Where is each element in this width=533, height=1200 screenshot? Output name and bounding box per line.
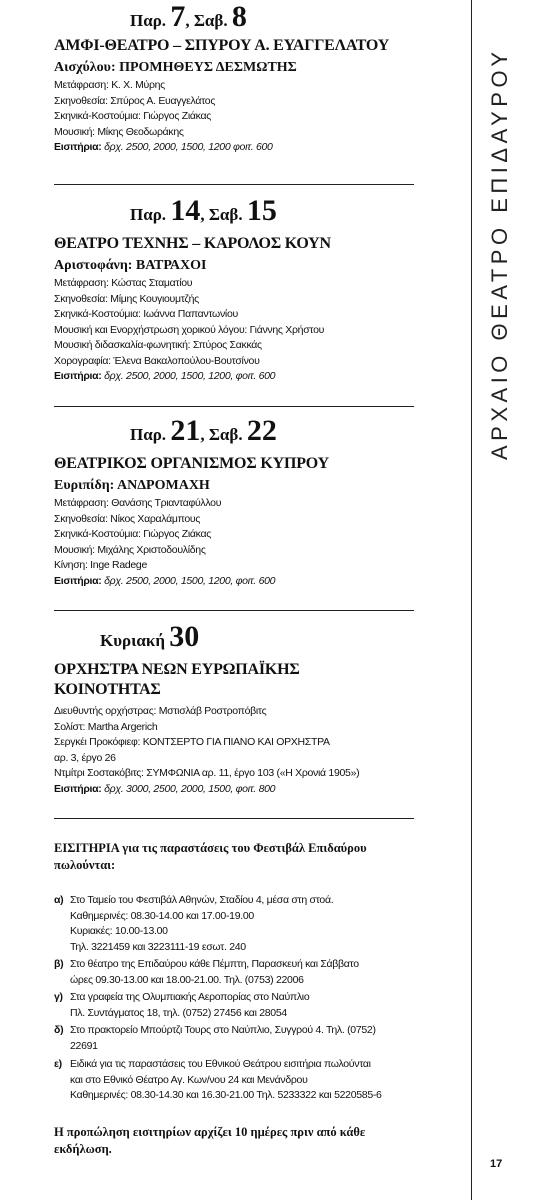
- credit-line: αρ. 3, έργο 26: [54, 751, 116, 764]
- presale-line: εκδήλωση.: [54, 1142, 112, 1156]
- performance-3: [54, 416, 414, 589]
- info-item-a: [54, 893, 414, 955]
- item-label: β): [54, 958, 64, 970]
- date-number: 8: [231, 0, 247, 33]
- credit-line: Μετάφραση: Θανάσης Τριανταφύλλου: [54, 497, 222, 509]
- company-name: ΘΕΑΤΡΙΚΟΣ ΟΡΓΑΝΙΣΜΟΣ ΚΥΠΡΟΥ: [54, 455, 329, 472]
- orchestra-name: ΟΡΧΗΣΤΡΑ ΝΕΩΝ ΕΥΡΩΠΑΪΚΗΣ: [54, 661, 300, 678]
- credit-line: Σκηνοθεσία: Σπύρος Α. Ευαγγελάτος: [54, 94, 216, 107]
- play-title: Αισχύλου: ΠΡΟΜΗΘΕΥΣ ΔΕΣΜΩΤΗΣ: [54, 60, 297, 75]
- ticket-info-heading: [54, 840, 414, 874]
- credit-line: Σκηνοθεσία: Μίμης Κουγιουμτζής: [54, 292, 199, 305]
- item-label: α): [54, 894, 64, 906]
- side-title-box: [480, 10, 520, 460]
- date-day: Παρ.: [130, 425, 167, 444]
- performance-date: [54, 416, 414, 450]
- info-item-c: [54, 990, 414, 1021]
- date-number: 21: [170, 414, 201, 447]
- credit-line: Διευθυντής ορχήστρας: Μστισλάβ Ροστροπόβιτς: [54, 705, 267, 717]
- credit-line: Σκηνοθεσία: Νίκος Χαραλάμπους: [54, 512, 201, 525]
- item-line: Ειδικά για τις παραστάσεις του Εθνικού Θεάτρου εισιτήρια πωλούνται: [70, 1058, 371, 1070]
- credit-line: Σολίστ: Martha Argerich: [54, 720, 158, 733]
- side-title: ΑΡΧΑΙΟ ΘΕΑΤΡΟ ΕΠΙΔΑΥΡΟΥ: [487, 47, 512, 460]
- item-label: ε): [54, 1058, 62, 1070]
- tickets-prices: δρχ. 3000, 2500, 2000, 1500, φοιτ. 800: [104, 782, 276, 795]
- item-line: Κυριακές: 10.00-13.00: [70, 925, 168, 937]
- info-item-e: [54, 1057, 414, 1104]
- concert-date: [54, 622, 414, 656]
- tickets-prices: δρχ. 2500, 2000, 1500, 1200, φοιτ. 600: [104, 574, 276, 587]
- item-label: γ): [54, 991, 63, 1003]
- tickets-label: Εισιτήρια:: [54, 141, 102, 153]
- item-line: Τηλ. 3221459 και 3223111-19 εσωτ. 240: [70, 940, 246, 953]
- date-day: Σαβ.: [208, 425, 243, 444]
- item-line: 22691: [70, 1039, 98, 1052]
- credit-line: Χορογραφία: Έλενα Βακαλοπούλου-Βουτσίνου: [54, 354, 260, 367]
- page-number: 17: [490, 1158, 503, 1170]
- date-separator: ,: [200, 425, 205, 444]
- section-rule: [54, 818, 414, 819]
- play-title: Ευριπίδη: ΑΝΔΡΟΜΑΧΗ: [54, 478, 210, 493]
- date-separator: ,: [185, 11, 190, 30]
- credit-line: Σκηνικά-Κοστούμια: Γιώργος Ζιάκας: [54, 528, 211, 540]
- item-line: Καθημερινές: 08.30-14.00 και 17.00-19.00: [70, 909, 254, 922]
- tickets-prices: δρχ. 2500, 2000, 1500, 1200, φοιτ. 600: [104, 370, 276, 382]
- tickets-line: [54, 782, 414, 798]
- info-heading-line: ΕΙΣΙΤΗΡΙΑ για τις παραστάσεις του Φεστιβάλ Επιδαύρου: [54, 841, 367, 855]
- item-line: Στο πρακτορείο Μπούρτζι Τουρς στο Ναύπλιο, Συγγρού 4. Τηλ. (0752): [70, 1024, 376, 1036]
- credit-line: Σκηνικά-Κοστούμια: Ιωάννα Παπαντωνίου: [54, 308, 238, 320]
- section-rule: [54, 184, 414, 185]
- credit-line: Μετάφραση: Κ. Χ. Μύρης: [54, 79, 165, 91]
- item-line: Στα γραφεία της Ολυμπιακής Αεροπορίας στο Ναύπλιο: [70, 991, 310, 1003]
- item-line: Πλ. Συντάγματος 18, τηλ. (0752) 27456 και 28054: [70, 1006, 287, 1019]
- item-line: Καθημερινές: 08.30-14.30 και 16.30-21.00 Τηλ. 5233322 και 5220585-6: [70, 1089, 382, 1101]
- company-name: ΑΜΦΙ-ΘΕΑΤΡΟ – ΣΠΥΡΟΥ Α. ΕΥΑΓΓΕΛΑΤΟΥ: [54, 37, 390, 54]
- credit-line: Μουσική: Μιχάλης Χριστοδουλίδης: [54, 543, 206, 556]
- orchestra-name: ΚΟΙΝΟΤΗΤΑΣ: [54, 681, 161, 698]
- credit-line: Σεργκέι Προκόφιεφ: ΚΟΝΤΣΕΡΤΟ ΓΙΑ ΠΙΑΝΟ ΚΑΙ ΟΡΧΗΣΤΡΑ: [54, 736, 330, 748]
- tickets-label: Εισιτήρια:: [54, 370, 102, 382]
- performance-2: [54, 196, 414, 385]
- date-day: Παρ.: [130, 11, 167, 30]
- item-line: ώρες 09.30-13.00 και 18.00-21.00. Τηλ. (0753) 22006: [70, 973, 304, 986]
- performance-1: [54, 2, 414, 156]
- item-line: Στο Ταμείο του Φεστιβάλ Αθηνών, Σταδίου 4, μέσα στη στοά.: [70, 894, 334, 906]
- play-title: Αριστοφάνη: ΒΑΤΡΑΧΟΙ: [54, 258, 207, 273]
- section-rule: [54, 610, 414, 611]
- tickets-line: [54, 574, 414, 590]
- tickets-line: [54, 140, 414, 156]
- presale-note: [54, 1124, 414, 1158]
- date-number: 30: [169, 620, 200, 653]
- credit-line: Μουσική: Μίκης Θεοδωράκης: [54, 125, 184, 138]
- vertical-divider: [471, 0, 472, 1200]
- date-day: Παρ.: [130, 205, 167, 224]
- section-rule: [54, 406, 414, 407]
- performance-date: [54, 196, 414, 230]
- info-item-d: [54, 1023, 414, 1054]
- date-number: 14: [170, 194, 201, 227]
- tickets-line: [54, 369, 414, 385]
- tickets-label: Εισιτήρια:: [54, 574, 102, 587]
- credit-line: Μουσική και Ενορχήστρωση χορικού λόγου: Γιάννης Χρήστου: [54, 323, 325, 336]
- date-day: Σαβ.: [193, 11, 228, 30]
- tickets-label: Εισιτήρια:: [54, 782, 102, 795]
- credit-line: Ντμίτρι Σοστακόβιτς: ΣΥΜΦΩΝΙΑ αρ. 11, έργο 103 («Η Χρονιά 1905»): [54, 767, 360, 779]
- item-line: και στο Εθνικό Θέατρο Αγ. Κων/νου 24 και Μενάνδρου: [70, 1073, 308, 1086]
- info-heading-line: πωλούνται:: [54, 858, 116, 872]
- performance-date: [54, 2, 414, 36]
- company-name: ΘΕΑΤΡΟ ΤΕΧΝΗΣ – ΚΑΡΟΛΟΣ ΚΟΥΝ: [54, 235, 331, 252]
- credit-line: Κίνηση: Inge Radege: [54, 559, 148, 571]
- concert-section: [54, 622, 414, 797]
- credit-line: Σκηνικά-Κοστούμια: Γιώργος Ζιάκας: [54, 110, 211, 122]
- date-number: 22: [246, 414, 277, 447]
- item-line: Στο θέατρο της Επιδαύρου κάθε Πέμπτη, Παρασκευή και Σάββατο: [70, 958, 359, 970]
- info-item-b: [54, 957, 414, 988]
- date-separator: ,: [200, 205, 205, 224]
- credit-line: Μουσική διδασκαλία-φωνητική: Σπύρος Σακκάς: [54, 339, 262, 351]
- date-day: Κυριακή: [100, 631, 165, 650]
- date-number: 7: [170, 0, 186, 33]
- presale-line: Η προπώληση εισιτηρίων αρχίζει 10 ημέρες πριν από κάθε: [54, 1125, 366, 1139]
- date-day: Σαβ.: [208, 205, 243, 224]
- credit-line: Μετάφραση: Κώστας Σταματίου: [54, 277, 193, 289]
- tickets-prices: δρχ. 2500, 2000, 1500, 1200 φοιτ. 600: [104, 141, 273, 153]
- item-label: δ): [54, 1024, 64, 1036]
- date-number: 15: [246, 194, 277, 227]
